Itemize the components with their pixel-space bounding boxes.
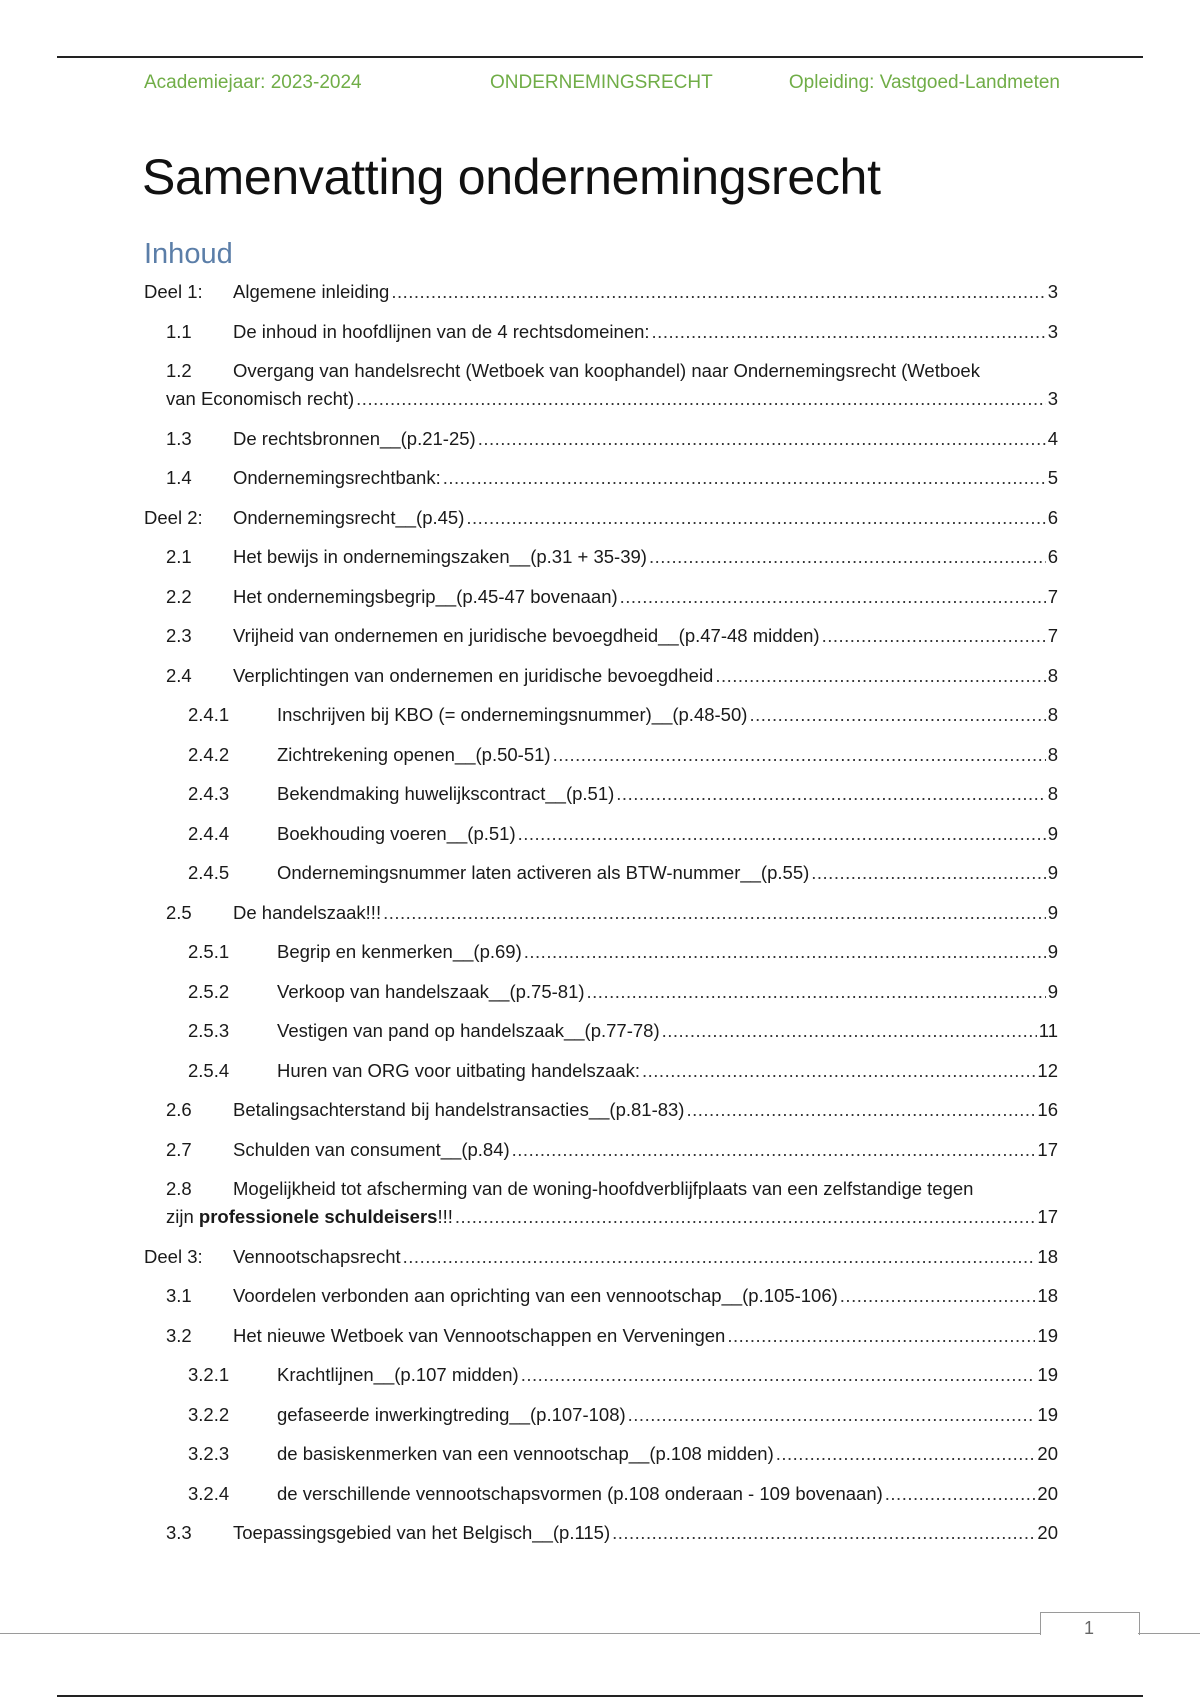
footer-rule-right (1138, 1633, 1200, 1634)
toc-title: Boekhouding voeren__(p.51) (277, 822, 516, 844)
toc-page: 20 (1037, 1482, 1058, 1504)
toc-entry[interactable] (144, 1136, 1058, 1164)
toc-leader (749, 701, 1045, 729)
toc-number: Deel 2: (144, 506, 203, 528)
toc-entry[interactable] (144, 1017, 1058, 1045)
toc-number: 2.4 (166, 664, 192, 686)
toc-leader (478, 425, 1046, 453)
toc-title-cont-pre: zijn (166, 1206, 199, 1227)
toc-number: 3.2.4 (188, 1482, 230, 1504)
toc-page: 8 (1047, 783, 1058, 804)
toc-number: 2.5.3 (188, 1020, 230, 1041)
toc-title: Bekendmaking huwelijkscontract__(p.51) (277, 783, 615, 804)
toc-leader (642, 1057, 1035, 1085)
toc-entry[interactable] (144, 622, 1058, 650)
toc-number: 1.3 (166, 427, 192, 449)
toc-page: 20 (1037, 1522, 1058, 1543)
toc-title: Schulden van consument__(p.84) (233, 1138, 510, 1160)
page-number: 1 (1084, 1618, 1095, 1638)
toc-title: Vestigen van pand op handelszaak__(p.77-78) (277, 1020, 660, 1041)
toc-page: 6 (1047, 506, 1058, 528)
toc-leader (686, 1096, 1035, 1124)
toc-title: Betalingsachterstand bij handelstransacties__(p.81-83) (233, 1099, 685, 1120)
toc-title: De handelszaak!!! (233, 901, 382, 923)
toc-number: 2.2 (166, 585, 192, 607)
toc-page: 3 (1047, 281, 1058, 302)
toc-page: 7 (1047, 625, 1058, 646)
toc-leader (822, 622, 1046, 650)
toc-entry[interactable] (144, 543, 1058, 571)
toc-page: 4 (1047, 427, 1058, 449)
toc-entry[interactable] (144, 701, 1058, 729)
toc-page: 17 (1037, 1138, 1058, 1160)
toc-title: Toepassingsgebied van het Belgisch__(p.115) (233, 1522, 611, 1543)
toc-title-cont-post: !!! (437, 1206, 453, 1227)
toc-leader (885, 1480, 1036, 1508)
toc-leader (612, 1519, 1035, 1547)
toc-entry[interactable] (144, 357, 1058, 413)
toc-entry[interactable] (144, 1243, 1058, 1271)
toc-leader (811, 859, 1045, 887)
toc-leader (466, 504, 1045, 532)
header-course: ONDERNEMINGSRECHT (490, 72, 713, 93)
toc-leader (553, 741, 1046, 769)
toc-leader (403, 1243, 1036, 1271)
toc-title: de basiskenmerken van een vennootschap__(p.108 midden) (277, 1443, 774, 1464)
toc-leader (628, 1401, 1036, 1429)
toc-page: 7 (1047, 585, 1058, 607)
toc-number: 2.5 (166, 901, 192, 923)
toc-title-continued (166, 1203, 453, 1231)
toc-leader (620, 583, 1046, 611)
toc-number: 2.5.4 (188, 1059, 230, 1081)
toc-page: 9 (1047, 980, 1058, 1002)
toc-leader (356, 385, 1046, 413)
toc-page: 6 (1047, 546, 1058, 567)
toc-page: 19 (1037, 1364, 1058, 1385)
toc-number: Deel 1: (144, 281, 203, 302)
toc-leader (521, 1361, 1036, 1389)
toc-entry[interactable] (144, 1322, 1058, 1350)
toc-title: de verschillende vennootschapsvormen (p.108 onderaan - 109 bovenaan) (277, 1482, 883, 1504)
toc-number: 2.7 (166, 1138, 192, 1160)
toc-entry[interactable] (144, 318, 1058, 346)
toc-leader (587, 978, 1046, 1006)
document-title: Samenvatting ondernemingsrecht (142, 149, 881, 205)
toc-number: 2.4.1 (188, 704, 230, 725)
toc-number: 3.2 (166, 1324, 192, 1346)
toc-leader (662, 1017, 1037, 1045)
toc-page: 8 (1047, 664, 1058, 686)
toc-page: 18 (1037, 1285, 1058, 1306)
toc-entry[interactable] (144, 780, 1058, 808)
toc-leader (455, 1203, 1036, 1231)
toc-entry[interactable] (144, 859, 1058, 887)
toc-page: 9 (1047, 822, 1058, 844)
toc-entry[interactable] (144, 504, 1058, 532)
toc-leader (391, 278, 1045, 306)
toc-leader (616, 780, 1045, 808)
toc-leader (649, 543, 1046, 571)
toc-number: 2.5.2 (188, 980, 230, 1002)
toc-leader (383, 899, 1046, 927)
toc-title: gefaseerde inwerkingtreding__(p.107-108) (277, 1403, 626, 1425)
toc-page: 8 (1047, 704, 1058, 725)
toc-entry[interactable] (144, 583, 1058, 611)
bottom-rule (57, 1695, 1143, 1697)
toc-entry[interactable] (144, 1096, 1058, 1124)
toc-page: 8 (1047, 743, 1058, 765)
toc-entry[interactable] (144, 938, 1058, 966)
toc-title: Ondernemingsrechtbank: (233, 467, 441, 488)
toc-leader (715, 662, 1045, 690)
toc-number: 2.8 (166, 1178, 192, 1199)
toc-entry[interactable] (144, 1361, 1058, 1389)
toc-title-cont-bold: professionele schuldeisers (198, 1206, 438, 1227)
toc-page: 17 (1037, 1206, 1058, 1227)
toc-entry[interactable] (144, 1480, 1058, 1508)
toc-entry[interactable] (144, 1282, 1058, 1310)
toc-title: Vrijheid van ondernemen en juridische bevoegdheid__(p.47-48 midden) (233, 625, 820, 646)
toc-title: Begrip en kenmerken__(p.69) (277, 941, 522, 962)
toc-entry[interactable] (144, 662, 1058, 690)
toc-title: Algemene inleiding (233, 281, 390, 302)
toc-title: Verkoop van handelszaak__(p.75-81) (277, 980, 585, 1002)
toc-title: Inschrijven bij KBO (= ondernemingsnummer)__(p.48-50) (277, 704, 748, 725)
toc-entry[interactable] (144, 978, 1058, 1006)
toc-entry[interactable] (144, 741, 1058, 769)
toc-leader (776, 1440, 1036, 1468)
toc-entry[interactable] (144, 1401, 1058, 1429)
toc-entry[interactable] (144, 1057, 1058, 1085)
toc-title: Voordelen verbonden aan oprichting van een vennootschap__(p.105-106) (233, 1285, 838, 1306)
toc-number: 2.4.2 (188, 743, 230, 765)
toc-leader (524, 938, 1046, 966)
toc-title: Verplichtingen van ondernemen en juridische bevoegdheid (233, 664, 714, 686)
toc-title: De inhoud in hoofdlijnen van de 4 rechtsdomeinen: (233, 320, 650, 342)
toc-number: 3.3 (166, 1522, 192, 1543)
page-header (144, 72, 1060, 96)
toc-leader (512, 1136, 1036, 1164)
toc-number: 2.4.3 (188, 783, 230, 804)
toc-number: 3.2.1 (188, 1364, 230, 1385)
toc-number: 3.2.3 (188, 1443, 230, 1464)
toc-page: 16 (1037, 1099, 1058, 1120)
toc-number: 2.3 (166, 625, 192, 646)
toc-title: Mogelijkheid tot afscherming van de woning-hoofdverblijfplaats van een zelfstandige tegen (233, 1178, 974, 1199)
toc-leader (443, 464, 1046, 492)
toc-title: Krachtlijnen__(p.107 midden) (277, 1364, 519, 1385)
toc-leader (840, 1282, 1036, 1310)
toc-number: 2.4.4 (188, 822, 230, 844)
toc-leader (727, 1322, 1035, 1350)
toc-entry[interactable] (144, 1440, 1058, 1468)
toc-title: Overgang van handelsrecht (Wetboek van koophandel) naar Ondernemingsrecht (Wetboek (233, 360, 980, 381)
toc-number: 3.2.2 (188, 1403, 230, 1425)
toc-title: Huren van ORG voor uitbating handelszaak: (277, 1059, 641, 1081)
toc-leader (518, 820, 1046, 848)
toc-entry[interactable] (144, 1175, 1058, 1231)
toc-page: 19 (1037, 1403, 1058, 1425)
toc-page: 3 (1047, 320, 1058, 342)
footer-rule-left (0, 1633, 1040, 1634)
toc-page: 3 (1047, 388, 1058, 409)
toc-page: 9 (1047, 862, 1058, 883)
toc-number: 2.6 (166, 1099, 192, 1120)
toc-page: 5 (1047, 467, 1058, 488)
toc-number: 1.1 (166, 320, 192, 342)
toc-title: Het nieuwe Wetboek van Vennootschappen en Verveningen (233, 1324, 726, 1346)
header-rule (57, 56, 1143, 58)
toc-number: 2.4.5 (188, 862, 230, 883)
toc-page: 9 (1047, 941, 1058, 962)
toc-title: Zichtrekening openen__(p.50-51) (277, 743, 551, 765)
toc-title-continued: van Economisch recht) (166, 388, 355, 409)
header-program: Opleiding: Vastgoed-Landmeten (788, 72, 1060, 93)
toc-entry[interactable] (144, 1519, 1058, 1547)
toc-entry[interactable] (144, 278, 1058, 306)
toc-page: 12 (1037, 1059, 1058, 1081)
toc-entry[interactable] (144, 899, 1058, 927)
toc-entry[interactable] (144, 464, 1058, 492)
toc-number: Deel 3: (144, 1245, 203, 1267)
toc-number: 1.4 (166, 467, 192, 488)
toc-number: 3.1 (166, 1285, 192, 1306)
toc-title: Het bewijs in ondernemingszaken__(p.31 + 35-39) (233, 546, 647, 567)
toc-number: 2.1 (166, 546, 192, 567)
toc-title: Het ondernemingsbegrip__(p.45-47 bovenaan) (233, 585, 618, 607)
toc-page: 18 (1037, 1245, 1058, 1267)
toc-title: Ondernemingsnummer laten activeren als BTW-nummer__(p.55) (277, 862, 810, 883)
toc-number: 2.5.1 (188, 941, 230, 962)
toc-page: 19 (1037, 1324, 1058, 1346)
toc-title: Ondernemingsrecht__(p.45) (233, 506, 465, 528)
toc-entry[interactable] (144, 820, 1058, 848)
toc-page: 20 (1037, 1443, 1058, 1464)
toc-title: Vennootschapsrecht (233, 1245, 401, 1267)
header-academic-year: Academiejaar: 2023-2024 (144, 72, 362, 93)
toc-number: 1.2 (166, 360, 192, 381)
toc-title: De rechtsbronnen__(p.21-25) (233, 427, 476, 449)
toc-entry[interactable] (144, 425, 1058, 453)
table-of-contents (144, 278, 1058, 1559)
toc-page: 11 (1038, 1020, 1058, 1041)
toc-page: 9 (1047, 901, 1058, 923)
toc-leader (652, 318, 1046, 346)
toc-heading: Inhoud (144, 238, 233, 270)
